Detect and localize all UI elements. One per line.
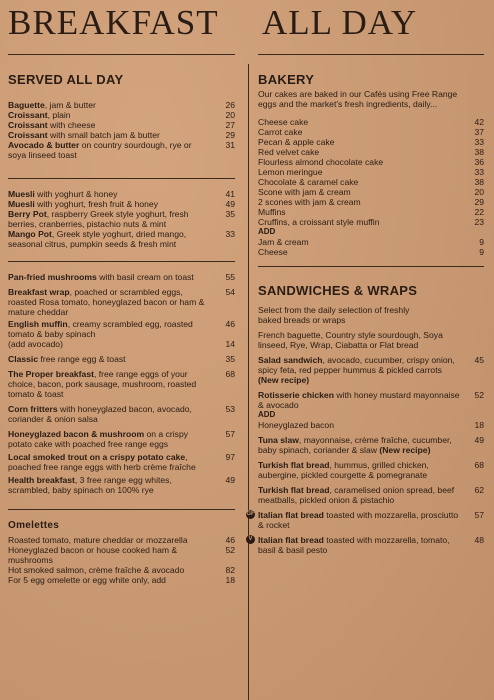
menu-item: Lemon meringue 33	[258, 167, 484, 177]
menu-item: English muffin, creamy scrambled egg, roasted tomato & baby spinach 46	[8, 319, 235, 339]
menu-item: Scone with jam & cream 20	[258, 187, 484, 197]
gluten-free-icon: GF	[246, 511, 255, 517]
menu-item: Turkish flat bread, caramelised onion spread, beef meatballs, pickled onion & pistachio 62	[258, 485, 484, 505]
menu-item: Cruffins, a croissant style muffin 23	[258, 217, 484, 227]
menu-item: Pecan & apple cake 33	[258, 137, 484, 147]
menu-item: Mango Pot, Greek style yoghurt, dried mango, seasonal citrus, pumpkin seeds & fresh mint 33	[8, 229, 235, 249]
omelettes-heading: Omelettes	[8, 520, 60, 531]
bread-options: French baguette, Country style sourdough, Soya linseed, Rye, Wrap, Ciabatta or Flat bread	[258, 330, 443, 350]
menu-item: Tuna slaw, mayonnaise, crème fraîche, cucumber, baby spinach, coriander & slaw (New recipe) 49	[258, 435, 484, 455]
menu-item: Flourless almond chocolate cake 36	[258, 157, 484, 167]
served-group-2	[8, 189, 235, 249]
menu-item: V Italian flat bread toasted with mozzarella, tomato, basil & basil pesto 48	[258, 535, 484, 555]
served-group-3	[8, 272, 235, 495]
menu-item: Honeyglazed bacon & mushroom on a crispy potato cake with poached free range eggs 57	[8, 429, 235, 449]
section-divider	[8, 261, 235, 262]
menu-item: Cheese cake 42	[258, 117, 484, 127]
bakery-list	[258, 117, 484, 257]
menu-title-left: BREAKFAST	[8, 3, 219, 42]
menu-item: Breakfast wrap, poached or scrambled eggs, roasted Rosa tomato, honeyglazed bacon or ham & mature cheddar 54	[8, 287, 235, 317]
menu-item: Muesli with yoghurt, fresh fruit & honey 49	[8, 199, 235, 209]
bakery-intro: Our cakes are baked in our Cafés using Free Range eggs and the market's fresh ingredients, daily...	[258, 89, 458, 109]
menu-item: Berry Pot, raspberry Greek style yoghurt, fresh berries, cranberries, pistachio nuts & mint 35	[8, 209, 235, 229]
sandwiches-heading: SANDWICHES & WRAPS	[258, 283, 418, 298]
menu-item: 2 scones with jam & cream 29	[258, 197, 484, 207]
menu-item: Croissant with small batch jam & butter 29	[8, 130, 235, 140]
menu-item: Classic free range egg & toast 35	[8, 354, 235, 364]
menu-item: Local smoked trout on a crispy potato cake, poached free range eggs with herb crème fraîche 97	[8, 452, 235, 472]
menu-item: The Proper breakfast, free range eggs of your choice, bacon, pork sausage, mushroom, roasted tomato & toast 68	[8, 369, 235, 399]
menu-item: For 5 egg omelette or egg white only, add 18	[8, 575, 235, 585]
menu-item: Jam & cream 9	[258, 237, 484, 247]
menu-item: Rotisserie chicken with honey mustard mayonnaise & avocado 52	[258, 390, 484, 410]
sandwich-list	[246, 355, 484, 555]
menu-item: Carrot cake 37	[258, 127, 484, 137]
menu-item: Chocolate & caramel cake 38	[258, 177, 484, 187]
menu-item: Muesli with yoghurt & honey 41	[8, 189, 235, 199]
menu-item: Croissant with cheese 27	[8, 120, 235, 130]
sandwiches-intro: Select from the daily selection of freshly baked breads or wraps	[258, 305, 410, 325]
served-all-day-heading: SERVED ALL DAY	[8, 72, 124, 87]
menu-item: Hot smoked salmon, crème fraîche & avocado 82	[8, 565, 235, 575]
menu-title-right: ALL DAY	[262, 3, 418, 42]
omelettes-list	[8, 535, 235, 585]
title-rule-right	[258, 54, 484, 55]
menu-item: Pan-fried mushrooms with basil cream on toast 55	[8, 272, 235, 282]
section-divider	[8, 509, 235, 510]
menu-item: Health breakfast, 3 free range egg whites, scrambled, baby spinach on 100% rye 49	[8, 475, 235, 495]
right-column	[246, 64, 484, 555]
sandwich-add-label: ADD	[258, 410, 276, 419]
bakery-add-label: ADD	[258, 227, 276, 236]
menu-item: Baguette, jam & butter 26	[8, 100, 235, 110]
menu-item: Honeyglazed bacon 18	[258, 420, 484, 430]
section-divider	[258, 266, 484, 267]
menu-item: Red velvet cake 38	[258, 147, 484, 157]
menu-item: GF Italian flat bread toasted with mozzarella, prosciutto & rocket 57	[246, 510, 484, 530]
menu-item: Honeyglazed bacon or house cooked ham & mushrooms 52	[8, 545, 235, 565]
title-rule-left	[8, 54, 235, 55]
menu-item: Avocado & butter on country sourdough, rye or soya linseed toast 31	[8, 140, 235, 160]
vegetarian-icon: V	[246, 535, 255, 544]
column-divider	[248, 64, 249, 700]
served-group-1	[8, 100, 235, 160]
section-divider	[8, 178, 235, 179]
menu-item: Salad sandwich, avocado, cucumber, crispy onion, spicy feta, red pepper hummus & pickled carrots (New recipe) 45	[258, 355, 484, 385]
menu-item: Turkish flat bread, hummus, grilled chicken, aubergine, pickled courgette & pomegranate 68	[258, 460, 484, 480]
left-column	[8, 64, 235, 585]
menu-item: Roasted tomato, mature cheddar or mozzarella 46	[8, 535, 235, 545]
menu-item: (add avocado) 14	[8, 339, 235, 349]
menu-item: Muffins 22	[258, 207, 484, 217]
menu-item: Corn fritters with honeyglazed bacon, avocado, coriander & onion salsa 53	[8, 404, 235, 424]
menu-item: Cheese 9	[258, 247, 484, 257]
bakery-heading: BAKERY	[258, 72, 315, 87]
menu-item: Croissant, plain 20	[8, 110, 235, 120]
